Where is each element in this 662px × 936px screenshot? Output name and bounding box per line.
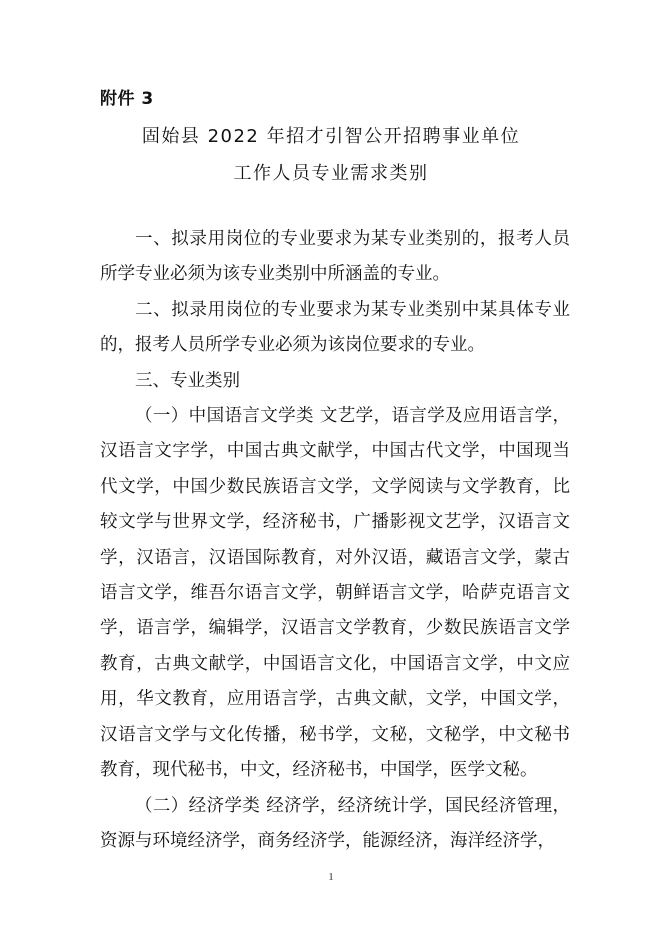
paragraph-category-chinese-literature: （一）中国语言文学类 文艺学，语言学及应用语言学，汉语言文字学，中国古典文献学，中国古代文学，中国现当代文学，中国少数民族语言文学，文学阅读与文学教育，比较文学与世界文学，经济秘书，广播影视文艺学，汉语言文学，汉语言，汉语国际教育，对外汉语，藏语言文学，蒙古语言文学，维吾尔语言文学，朝鲜语言文学，哈萨克语言文学，语言学，编辑学，汉语言文学教育，少数民族语言文学教育，古典文献学，中国语言文化，中国语言文学，中文应用，华文教育，应用语言学，古典文献，文学，中国文学，汉语言文学与文化传播，秘书学，文秘，文秘学，中文秘书教育，现代秘书，中文，经济秘书，中国学，医学文秘。 <box>100 406 570 781</box>
document-title-line-1: 固始县 2022 年招才引智公开招聘事业单位 <box>141 126 521 147</box>
paragraph-rule-2: 二、拟录用岗位的专业要求为某专业类别中某具体专业的，报考人员所学专业必须为该岗位要求的专业。 <box>100 299 570 356</box>
paragraph-rule-1: 一、拟录用岗位的专业要求为某专业类别的，报考人员所学专业必须为该专业类别中所涵盖的专业。 <box>100 229 570 285</box>
paragraph-category-economics: （二）经济学类 经济学，经济统计学，国民经济管理，资源与环境经济学，商务经济学，能源经济，海洋经济学， <box>100 795 570 851</box>
page-number: 1 <box>328 871 334 883</box>
document-title-line-2: 工作人员专业需求类别 <box>233 163 429 184</box>
attachment-label: 附件 3 <box>100 89 154 109</box>
paragraph-section-heading: 三、专业类别 <box>135 370 240 391</box>
document-body <box>100 222 570 859</box>
